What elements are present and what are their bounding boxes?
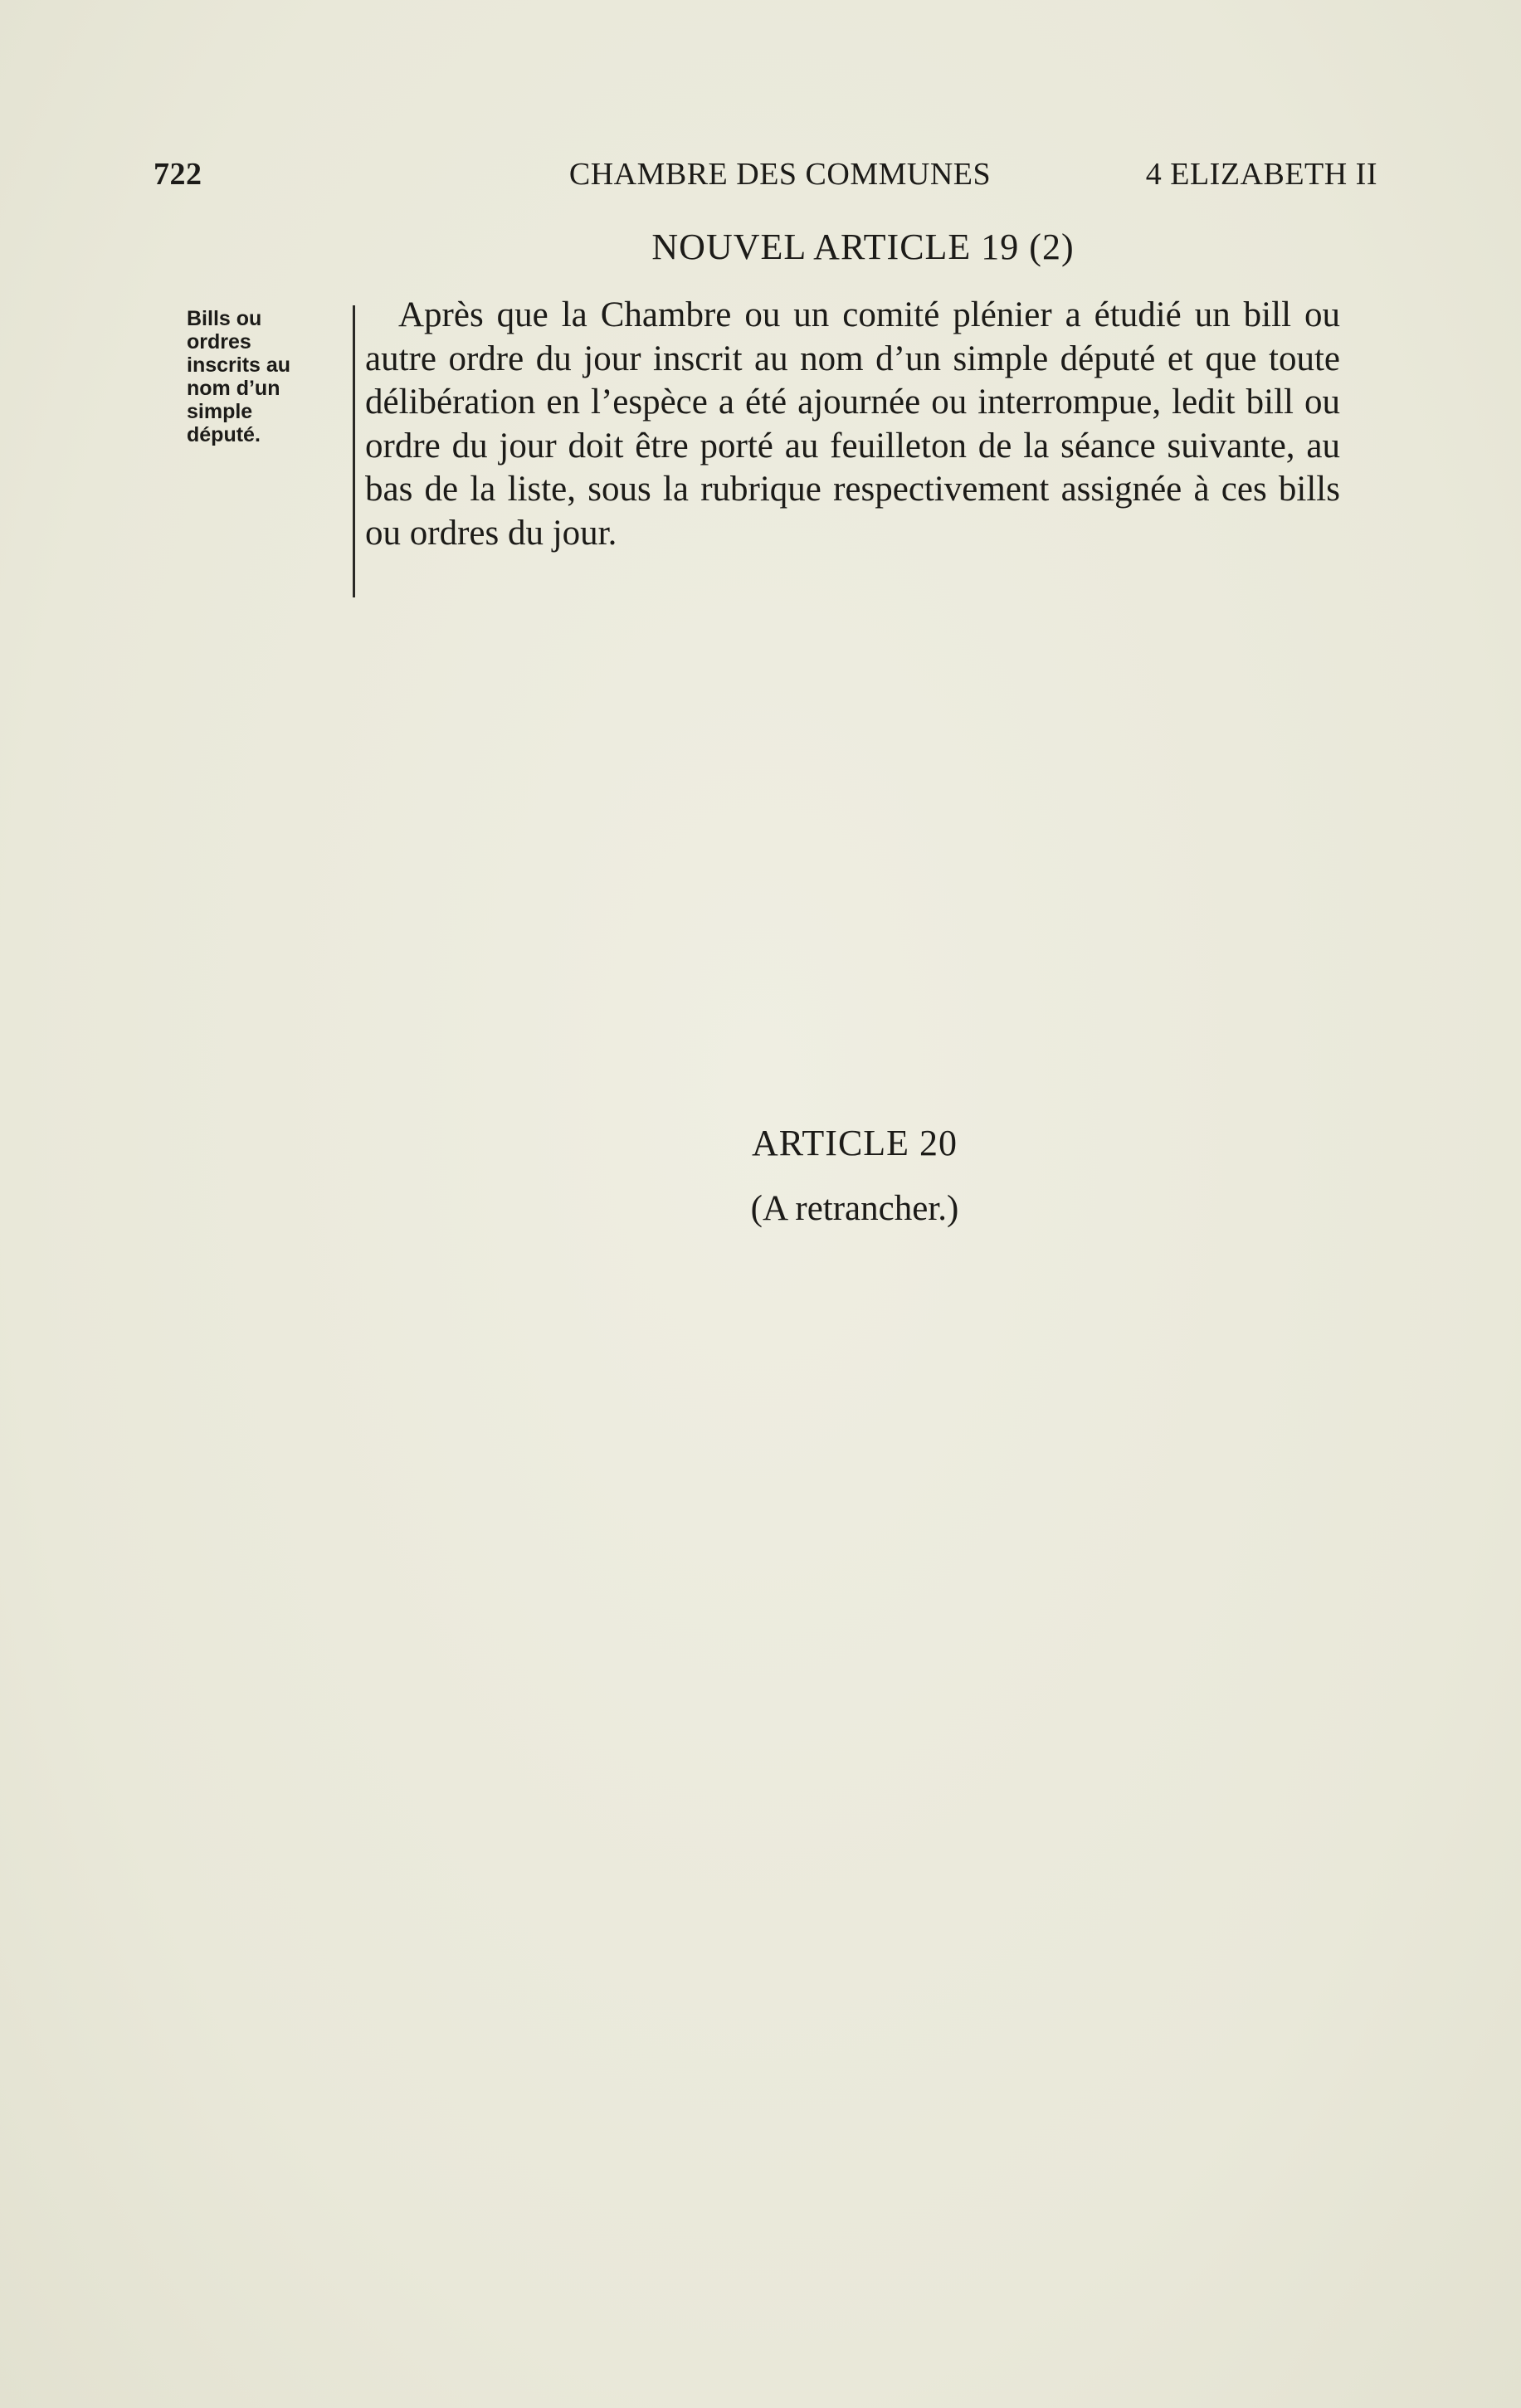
margin-note: Bills ou ordres inscrits au nom d’un simple député.: [187, 307, 291, 446]
article-title: ARTICLE 20: [751, 1123, 958, 1163]
section-title: NOUVEL ARTICLE 19 (2): [651, 227, 1075, 267]
section-paragraph: Après que la Chambre ou un comité plénier a étudié un bill ou autre ordre du jour inscrit au nom d’un simple député et que toute délibération en l’espèce a été ajournée ou interrompue, ledit bill ou ordre du jour doit être porté au feuilleton de la séance suivante, au bas de la liste, sous la rubrique respectivement assignée à ces bills ou ordres du jour.: [365, 295, 1340, 553]
article-note: (A retrancher.): [750, 1189, 959, 1228]
header-reign: 4 ELIZABETH II: [1145, 157, 1377, 192]
header-title: CHAMBRE DES COMMUNES: [568, 157, 992, 192]
margin-rule: [353, 305, 355, 597]
page-number: 722: [154, 157, 202, 192]
running-header: [154, 156, 1377, 199]
